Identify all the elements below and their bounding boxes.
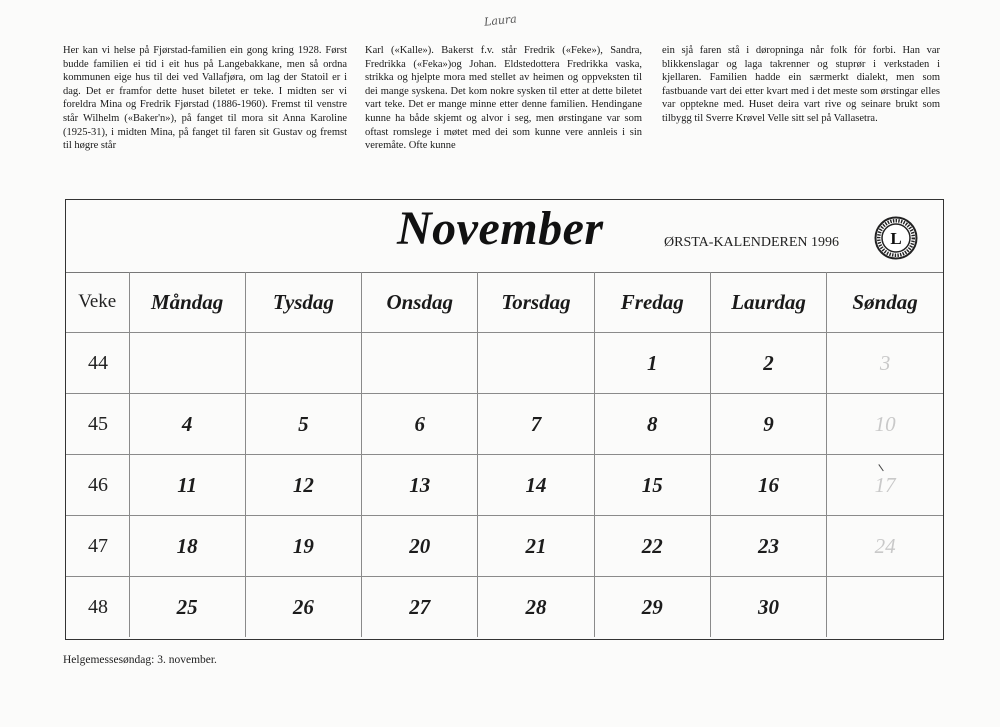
day-cell: 25 [129,577,245,638]
sunday-cell: 24 [827,516,943,577]
day-cell: 5 [245,394,361,455]
weekday-saturday: Laurdag [710,272,826,333]
day-cell: 26 [245,577,361,638]
day-cell: 12 [245,455,361,516]
day-cell: 1 [594,333,710,394]
sunday-cell: 17 [827,455,943,516]
week-row [66,516,943,577]
publication-title: ØRSTA-KALENDEREN 1996 [664,235,840,250]
intro-text-1: Her kan vi helse på Fjørstad-familien ein gong kring 1928. Først budde familien ei tid i eit hus på Langebakkane, men så ordna kommunen eige hus til dei ved Vallafjøra, om lag der Statoil er i dag. Det er framfor dette huset biletet er teke. I midten ser vi foreldra Mina og Fredrik Fjørstad (1886-1960). Fremst til venstre står Wilhelm («Baker'n»), på fanget til mora sit Anna Karoline (1925-31), i midten Mina, på fanget til faren sit Gustav og fremst til høgre står [63,45,347,152]
day-cell: 29 [594,577,710,638]
weekday-thursday: Torsdag [478,272,594,333]
intro-text-3: ein sjå faren stå i døropninga når folk fór forbi. Han var blikkenslagar og laga takrenner og stuprør i verkstaden i kjellaren. Familien hadde ein særmerkt dialekt, men som fastbuande vart dei etter kvart med i det meste som ørstingar elles var opptekne med. Huset deira vart rive og seinare brukt som tilbygg til Sverre Krøvel Velle sitt sel på Vallasetra. [662,45,940,124]
month-title: November [397,202,604,255]
calendar-header [66,200,943,273]
sunday-cell: 3 [827,333,943,394]
day-cell: 15 [594,455,710,516]
day-cell [245,333,361,394]
intro-text-2: Karl («Kalle»). Bakerst f.v. står Fredrik («Feke»), Sandra, Fredrikka («Feka»)og Johan. Eldstedottera Fredrikka vaska, strikka og hjelpte mora med stellet av heimen og oppveksten til dei mange syskena. Det kom nokre sysken til etter at dette biletet vart teke. Det er mange minne etter denne familien. Hendingane kunne ha både skjemt og alvor i seg, men ørstingane var som oftast romslege i møtet med dei som kunne vere annleis i sin veremåte. Ofte kunne [365,45,642,152]
week-number: 44 [66,333,129,394]
day-cell: 28 [478,577,594,638]
intro-column-3 [662,44,940,126]
day-cell: 22 [594,516,710,577]
week-column-header: Veke [66,272,129,333]
day-cell: 23 [710,516,826,577]
week-number: 48 [66,577,129,638]
weekday-sunday: Søndag [827,272,943,333]
day-cell: 7 [478,394,594,455]
week-row [66,577,943,638]
calendar-grid [66,272,943,637]
day-cell [362,333,478,394]
weekday-friday: Fredag [594,272,710,333]
sunday-cell [827,577,943,638]
day-cell: 30 [710,577,826,638]
day-cell: 19 [245,516,361,577]
day-cell: 14 [478,455,594,516]
week-number: 46 [66,455,129,516]
day-cell: 2 [710,333,826,394]
weekday-header-row [66,272,943,333]
day-cell [478,333,594,394]
intro-column-1 [63,44,347,153]
weekday-monday: Måndag [129,272,245,333]
day-cell: 13 [362,455,478,516]
week-row [66,455,943,516]
logo-letter: L [890,229,902,248]
day-cell: 21 [478,516,594,577]
day-cell: 4 [129,394,245,455]
day-cell: 20 [362,516,478,577]
lions-club-logo-icon [874,216,918,260]
week-row [66,394,943,455]
day-cell [129,333,245,394]
handwritten-note: Laura [483,12,518,29]
day-cell: 6 [362,394,478,455]
day-cell: 16 [710,455,826,516]
day-cell: 9 [710,394,826,455]
week-number: 45 [66,394,129,455]
weekday-wednesday: Onsdag [362,272,478,333]
day-cell: 11 [129,455,245,516]
intro-column-2 [365,44,642,153]
day-cell: 18 [129,516,245,577]
calendar [65,199,944,640]
day-cell: 27 [362,577,478,638]
footnote: Helgemessesøndag: 3. november. [63,654,217,666]
day-cell: 8 [594,394,710,455]
weekday-tuesday: Tysdag [245,272,361,333]
sunday-cell: 10 [827,394,943,455]
week-row [66,333,943,394]
week-number: 47 [66,516,129,577]
